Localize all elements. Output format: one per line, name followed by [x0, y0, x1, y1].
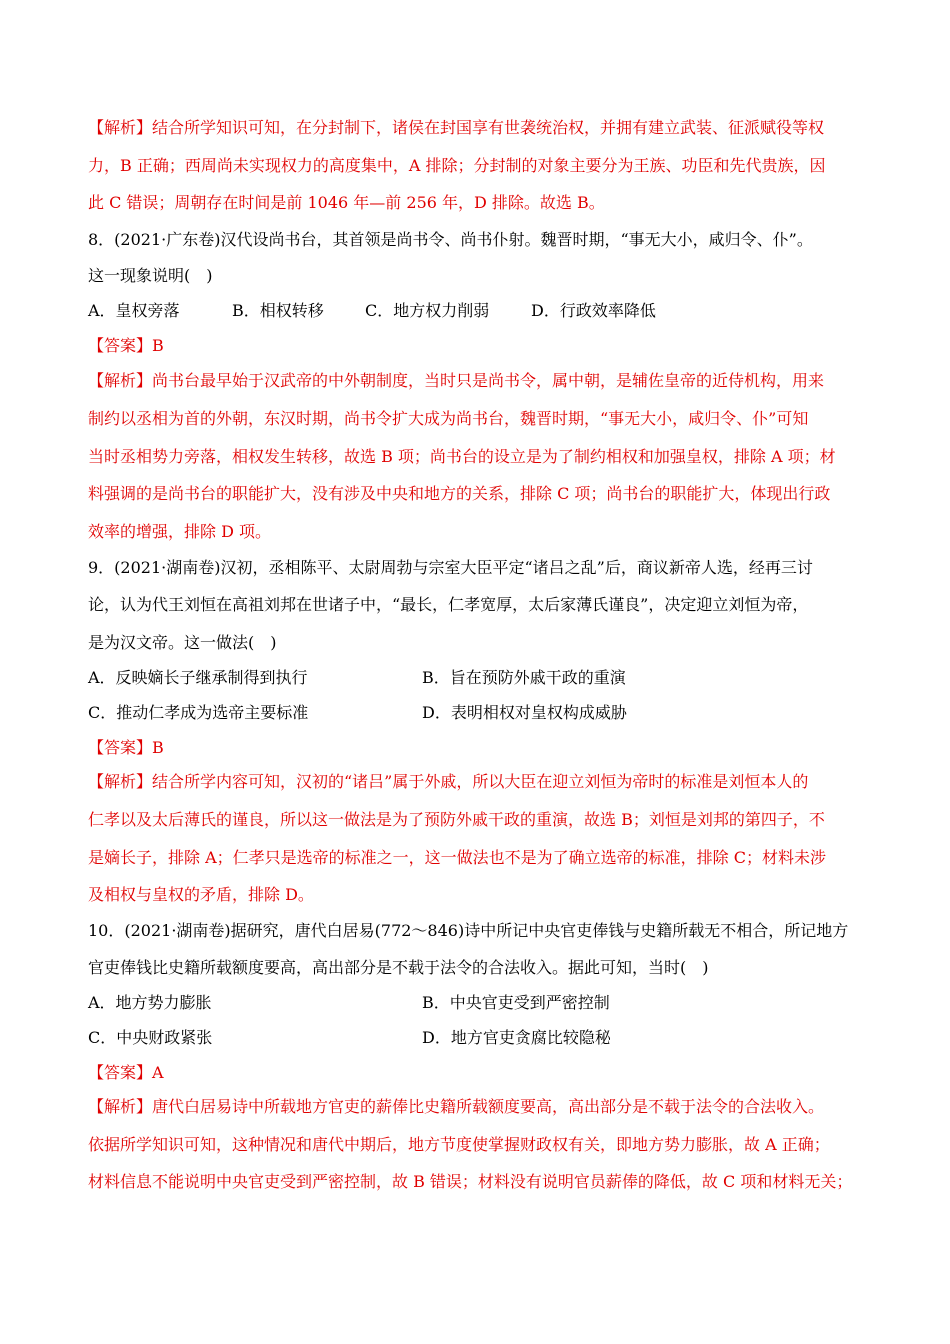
- q10-answer: 【答案】A: [88, 1063, 164, 1082]
- q10-option-a: A．地方势力膨胀: [88, 993, 212, 1012]
- q9-answer: 【答案】B: [88, 738, 164, 757]
- q8-answer: 【答案】B: [88, 336, 164, 355]
- q9-analysis-line: 仁孝以及太后薄氏的谨良，所以这一做法是为了预防外戚干政的重演，故选 B；刘恒是刘邦的第四子，不: [88, 810, 825, 829]
- q10-analysis-line: 依据所学知识可知，这种情况和唐代中期后，地方节度使掌握财政权有关，即地方势力膨胀，故 A 正确；: [88, 1135, 830, 1154]
- q9-option-d: D．表明相权对皇权构成威胁: [422, 703, 627, 722]
- q9-stem-line: 9．(2021·湖南卷)汉初，丞相陈平、太尉周勃与宗室大臣平定“诸吕之乱”后，商议新帝人选，经再三讨: [88, 558, 813, 577]
- q9-stem-line: 论，认为代王刘恒在高祖刘邦在世诸子中，“最长，仁孝宽厚，太后家薄氏谨良”，决定迎立刘恒为帝，: [88, 595, 809, 614]
- q8-analysis-line: 效率的增强，排除 D 项。: [88, 522, 272, 541]
- q8-analysis-line: 料强调的是尚书台的职能扩大，没有涉及中央和地方的关系，排除 C 项；尚书台的职能扩大，体现出行政: [88, 484, 831, 503]
- q8-analysis-line: 【解析】尚书台最早始于汉武帝的中外朝制度，当时只是尚书令，属中朝，是辅佐皇帝的近侍机构，用来: [88, 371, 825, 390]
- q10-option-b: B．中央官吏受到严密控制: [422, 993, 610, 1012]
- q9-option-b: B．旨在预防外戚干政的重演: [422, 668, 626, 687]
- q7-analysis-line: 【解析】结合所学知识可知，在分封制下，诸侯在封国享有世袭统治权，并拥有建立武装、征派赋役等权: [88, 118, 825, 137]
- q9-stem-line: 是为汉文帝。这一做法( ): [88, 633, 277, 652]
- q8-analysis-line: 当时丞相势力旁落，相权发生转移，故选 B 项；尚书台的设立是为了制约相权和加强皇权，排除 A 项；材: [88, 447, 836, 466]
- q10-option-c: C．中央财政紧张: [88, 1028, 213, 1047]
- q7-analysis-line: 力，B 正确；西周尚未实现权力的高度集中，A 排除；分封制的对象主要分为王族、功臣和先代贵族，因: [88, 156, 826, 175]
- q8-option-a: A．皇权旁落: [88, 301, 180, 320]
- q9-analysis-line: 是嫡长子，排除 A；仁孝只是选帝的标准之一，这一做法也不是为了确立选帝的标准，排除 C；材料未涉: [88, 848, 826, 867]
- q8-option-b: B．相权转移: [232, 301, 324, 320]
- q10-option-d: D．地方官吏贪腐比较隐秘: [422, 1028, 611, 1047]
- q10-stem-line: 10．(2021·湖南卷)据研究，唐代白居易(772～846)诗中所记中央官吏俸钱与史籍所载无不相合，所记地方: [88, 921, 849, 940]
- q10-stem-line: 官吏俸钱比史籍所载额度要高，高出部分是不载于法令的合法收入。据此可知，当时( ): [88, 958, 709, 977]
- q9-option-a: A．反映嫡长子继承制得到执行: [88, 668, 308, 687]
- q8-option-c: C．地方权力削弱: [365, 301, 490, 320]
- q9-analysis-line: 【解析】结合所学内容可知，汉初的“诸吕”属于外戚，所以大臣在迎立刘恒为帝时的标准是刘恒本人的: [88, 772, 809, 791]
- q9-analysis-line: 及相权与皇权的矛盾，排除 D。: [88, 885, 314, 904]
- q8-stem-line: 这一现象说明( ): [88, 266, 213, 285]
- q9-option-c: C．推动仁孝成为选帝主要标准: [88, 703, 309, 722]
- q7-analysis-line: 此 C 错误；周朝存在时间是前 1046 年—前 256 年，D 排除。故选 B。: [88, 193, 605, 212]
- q8-analysis-line: 制约以丞相为首的外朝，东汉时期，尚书令扩大成为尚书台，魏晋时期，“事无大小，咸归令、仆”可知: [88, 409, 809, 428]
- q8-option-d: D．行政效率降低: [531, 301, 656, 320]
- q10-analysis-line: 材料信息不能说明中央官吏受到严密控制，故 B 错误；材料没有说明官员薪俸的降低，故 C 项和材料无关；: [88, 1172, 853, 1191]
- q8-stem-line: 8．(2021·广东卷)汉代设尚书台，其首领是尚书令、尚书仆射。魏晋时期，“事无大小，咸归令、仆”。: [88, 230, 813, 249]
- q10-analysis-line: 【解析】唐代白居易诗中所载地方官吏的薪俸比史籍所载额度要高，高出部分是不载于法令的合法收入。: [88, 1097, 825, 1116]
